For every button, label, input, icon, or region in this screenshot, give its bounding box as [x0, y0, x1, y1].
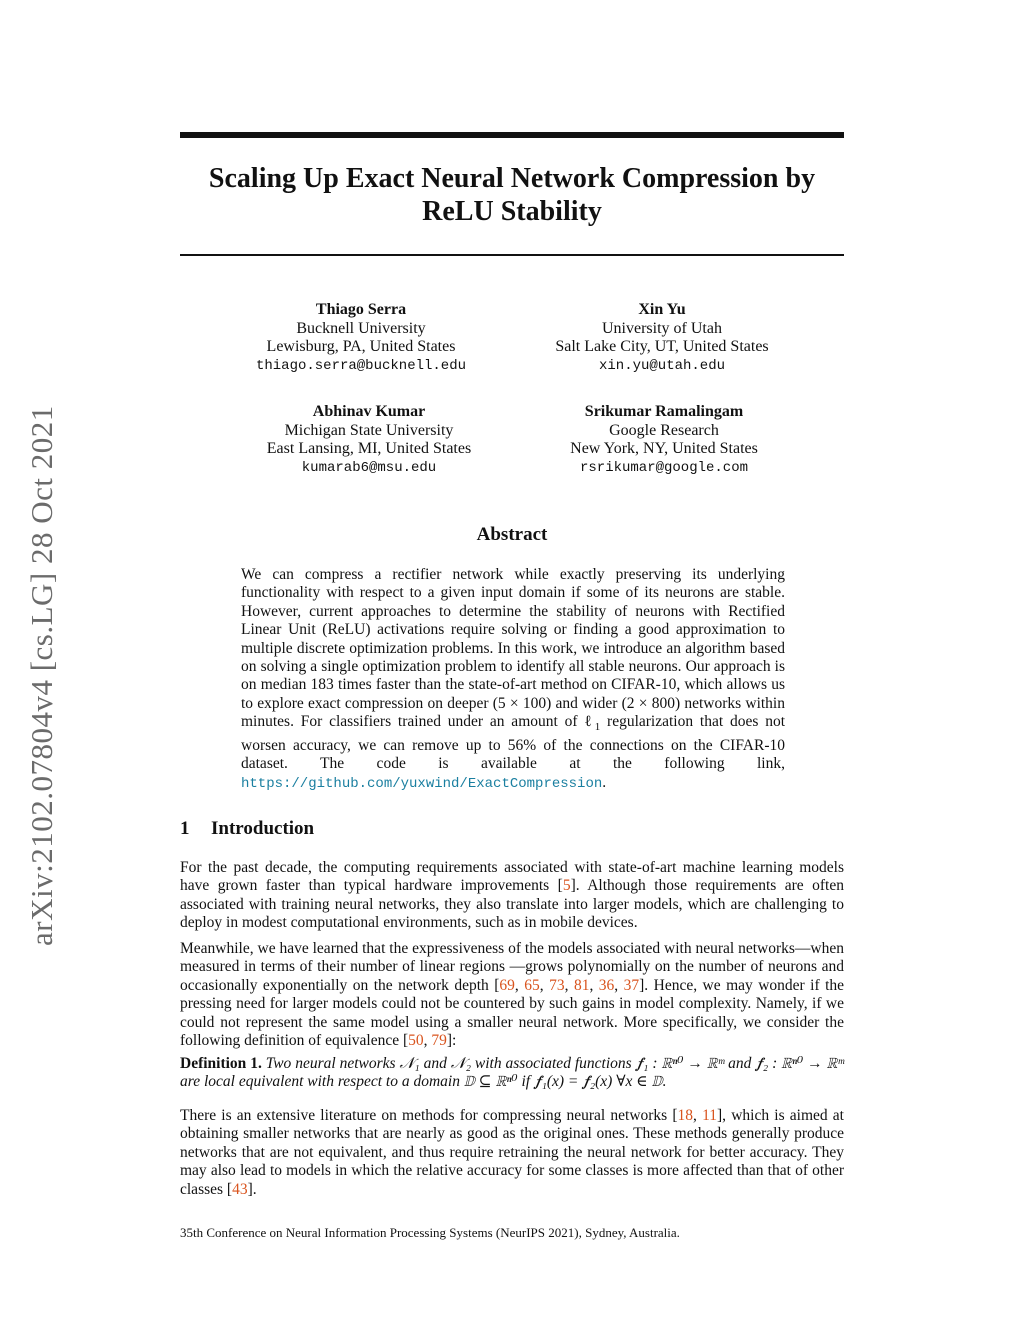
- citation-separator: ,: [423, 1032, 432, 1050]
- code-link[interactable]: https://github.com/yuxwind/ExactCompression: [241, 775, 603, 792]
- paragraph-text: Meanwhile, we have learned that the expressiveness of the models associated with neural networks—when measured in terms of their number of linear regions —grows polynomially on the number of neurons and occasionally exponentially on the network depth [: [180, 940, 844, 994]
- citation-link[interactable]: 50: [408, 1032, 424, 1050]
- citation-link[interactable]: 43: [232, 1180, 248, 1198]
- author-location: Salt Lake City, UT, United States: [555, 338, 769, 355]
- paragraph-text: For the past decade, the computing requirements associated with state-of-art machine learning models have grown faster than typical hardware improvements [: [180, 859, 844, 895]
- author-block: [211, 301, 511, 375]
- section-title: Introduction: [211, 818, 315, 839]
- section-heading: [180, 818, 314, 840]
- title-line-1: Scaling Up Exact Neural Network Compression by: [208, 163, 816, 194]
- arxiv-identifier: arXiv:2102.07804v4 [cs.LG] 28 Oct 2021: [24, 405, 59, 946]
- conference-footnote: 35th Conference on Neural Information Processing Systems (NeurIPS 2021), Sydney, Australia.: [180, 1225, 680, 1240]
- citation-link[interactable]: 18: [677, 1107, 694, 1124]
- author-name: Xin Yu: [638, 301, 686, 318]
- citation-link[interactable]: 69: [499, 976, 515, 994]
- author-name: Srikumar Ramalingam: [584, 403, 744, 420]
- author-name: Abhinav Kumar: [312, 403, 426, 420]
- author-location: New York, NY, United States: [570, 440, 758, 457]
- abstract-text: regularization that does not worsen accuracy, we can remove up to 56% of the connections on the CIFAR-10 dataset. The code is available at the following link,: [241, 713, 786, 773]
- paragraph: [180, 859, 844, 933]
- citation-link[interactable]: 73: [549, 976, 565, 994]
- citation-link[interactable]: 65: [524, 976, 540, 994]
- abstract-text: .: [602, 773, 607, 791]
- citation-separator: ,: [514, 976, 525, 994]
- author-block: [514, 403, 814, 477]
- abstract-body: [241, 566, 785, 793]
- citation-separator: ,: [564, 976, 574, 994]
- author-location: East Lansing, MI, United States: [266, 440, 472, 457]
- citation-link[interactable]: 11: [702, 1107, 718, 1124]
- paragraph: [180, 1107, 844, 1199]
- abstract-heading: Abstract: [476, 524, 548, 545]
- paragraph-text: ], which is aimed at obtaining smaller networks that are nearly as good as the original ones. These methods generally produce networks that are not equivalent, and thus require retraining the neural network for better accuracy. They may also lead to models in which the relative accuracy for some classes is more affected than that of other classes [: [180, 1107, 844, 1198]
- abstract-text: We can compress a rectifier network while exactly preserving its underlying functionality with respect to a given input domain if some of its neurons are stable. However, current approaches to determine the stability of neurons with Rectified Linear Unit (ReLU) activations require solving or finding a good approximation to multiple discrete optimization problems. In this work, we introduce an algorithm based on solving a single optimization problem to identify all stable neurons. Our approach is on median 183 times faster than the state-of-art method on CIFAR-10, which allows us to explore exact compression on deeper (5 × 100) and wider (2 × 800) networks within minutes. For classifiers trained under an amount of ℓ: [241, 566, 785, 731]
- paragraph-text: There is an extensive literature on methods for compressing neural networks [: [180, 1107, 678, 1124]
- citation-separator: ,: [614, 976, 624, 994]
- author-block: [512, 301, 812, 375]
- paragraph-text: ]:: [446, 1032, 457, 1050]
- citation-separator: ,: [589, 976, 599, 994]
- author-affiliation: University of Utah: [602, 319, 722, 337]
- paragraph-text: ]. Although those requirements are often associated with training neural networks, they also translate into larger models, which are challenging to deploy in modest computational environments, such as in mobile devices.: [180, 877, 844, 932]
- author-affiliation: Michigan State University: [284, 421, 454, 439]
- author-email[interactable]: kumarab6@msu.edu: [301, 459, 437, 476]
- definition-label: Definition 1.: [180, 1055, 262, 1072]
- author-affiliation: Bucknell University: [296, 319, 426, 337]
- author-email[interactable]: rsrikumar@google.com: [579, 459, 749, 476]
- definition: [180, 1055, 844, 1092]
- paragraph: [180, 940, 844, 1050]
- section-number: 1: [180, 818, 190, 839]
- author-email[interactable]: xin.yu@utah.edu: [598, 357, 726, 374]
- definition-text: Two neural networks 𝒩₁ and 𝒩₂ with associated functions 𝒇₁ : ℝⁿ⁰ → ℝᵐ and 𝒇₂ : ℝⁿ⁰ → ℝᵐ are local equivalent with respect to a domain 𝔻 ⊆ ℝⁿ⁰ if 𝒇₁(x) = 𝒇₂(x) ∀x ∈ 𝔻.: [180, 1055, 844, 1091]
- citation-link[interactable]: 5: [562, 877, 571, 895]
- author-affiliation: Google Research: [609, 421, 719, 439]
- citation-separator: ,: [693, 1107, 703, 1124]
- citation-link[interactable]: 36: [598, 976, 615, 994]
- title-bottom-rule: [180, 254, 844, 256]
- author-email[interactable]: thiago.serra@bucknell.edu: [255, 357, 467, 374]
- citation-link[interactable]: 81: [573, 976, 590, 994]
- author-location: Lewisburg, PA, United States: [266, 338, 456, 355]
- citation-link[interactable]: 37: [623, 976, 640, 994]
- abstract-subscript: 1: [594, 721, 601, 734]
- title-line-2: ReLU Stability: [422, 196, 602, 227]
- paragraph-text: ].: [247, 1180, 257, 1198]
- title-top-rule: [180, 132, 844, 138]
- citation-link[interactable]: 79: [431, 1032, 447, 1050]
- citation-separator: ,: [539, 976, 550, 994]
- author-block: [219, 403, 519, 477]
- author-name: Thiago Serra: [315, 301, 407, 318]
- paper-title: [180, 162, 844, 228]
- paragraph-text: ]. Hence, we may wonder if the pressing need for larger models could not be countered by such gains in model complexity. Namely, if we could not represent the same model using a smaller neural network. More specifically, we consider the following definition of equivalence [: [180, 976, 845, 1050]
